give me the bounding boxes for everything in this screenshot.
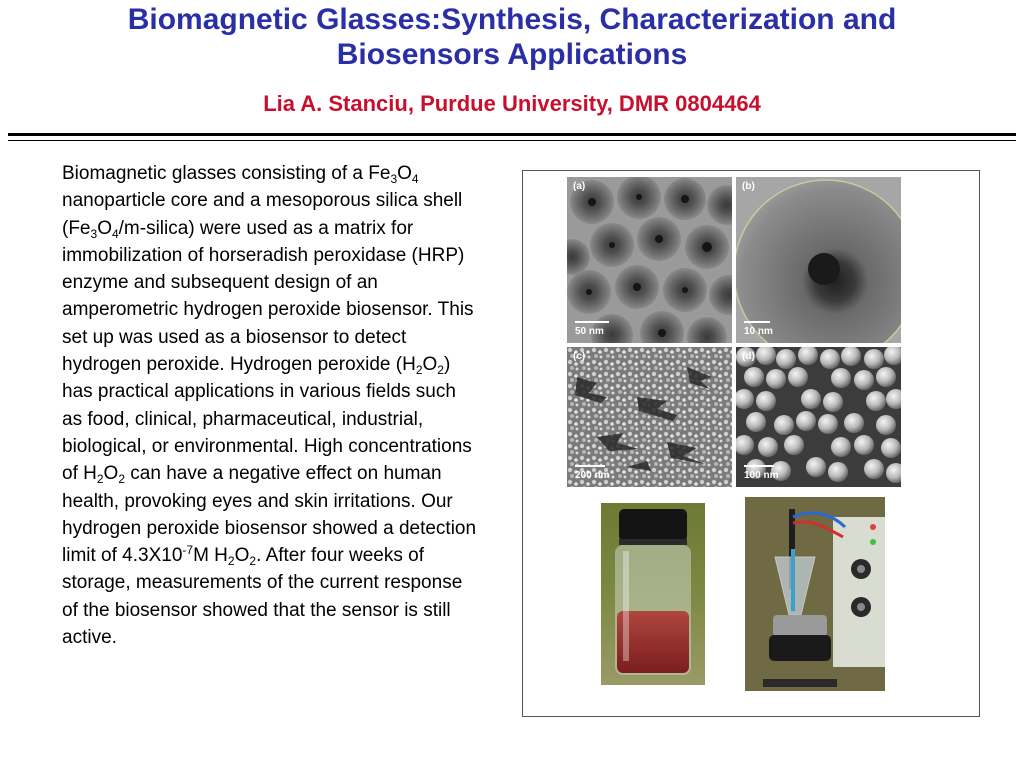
panel-a-scale: 50 nm (575, 326, 604, 337)
slide-title (0, 2, 1024, 72)
scale-bar (575, 465, 605, 467)
panel-d-scale: 100 nm (744, 470, 779, 481)
text-segment: O (103, 463, 119, 485)
panel-b-scale: 10 nm (744, 326, 773, 337)
subscript: 3 (90, 226, 98, 241)
header-rule-thin (8, 140, 1016, 141)
title-line-2: Biosensors Applications (336, 38, 688, 71)
vial-graphic (601, 503, 705, 685)
subscript: 2 (118, 472, 126, 487)
body-paragraph (62, 160, 477, 651)
tem-image-b (736, 177, 901, 343)
vial-photo (601, 503, 705, 685)
panel-c-scale: 200 nm (575, 470, 610, 481)
superscript: -7 (182, 543, 194, 558)
text-segment: can have a negative effect on human health, provoking eyes and skin irritations. Our hydrogen peroxide biosensor showed a detection limit of 4.3X10 (62, 463, 477, 567)
sem-image-d (736, 347, 901, 487)
tem-single-particle-graphic (736, 177, 901, 343)
title-line-1: Biomagnetic Glasses:Synthesis, Characterization and (127, 3, 897, 36)
subscript: 2 (249, 554, 257, 569)
text-segment: O (97, 217, 112, 239)
subscript: 2 (96, 472, 104, 487)
subscript: 2 (227, 554, 235, 569)
scale-bar (744, 321, 770, 323)
biosensor-cell-photo (745, 497, 885, 691)
text-segment: M H (193, 545, 228, 567)
tem-particles-graphic (567, 177, 732, 343)
subscript: 2 (437, 363, 444, 378)
text-segment: ) has practical applications in various fields such as food, clinical, pharmaceutical, industrial, biological, or environmental. High concentrations of H (62, 354, 472, 485)
text-segment: /m-silica) were used as a matrix for immobilization of horseradish peroxidase (HRP) enzyme and subsequent design of an amperometric hydrogen peroxide biosensor. This set up was used as a biosensor to detect hydrogen peroxide. Hydrogen peroxide (H (62, 217, 474, 376)
text-segment: O (397, 163, 412, 184)
panel-b-label: (b) (742, 181, 755, 192)
subscript: 2 (415, 363, 423, 378)
text-segment: nanoparticle core and a mesoporous silica shell (Fe (62, 190, 463, 239)
scale-bar (575, 321, 609, 323)
text-segment: O (234, 545, 250, 567)
panel-a-label: (a) (573, 181, 586, 192)
subscript: 3 (390, 172, 398, 186)
text-segment: Biomagnetic glasses consisting of a Fe (62, 163, 391, 184)
subscript: 4 (111, 226, 119, 241)
panel-d-label: (d) (742, 351, 755, 362)
panel-c-label: (c) (573, 351, 586, 362)
figure-frame (522, 170, 980, 717)
scale-bar (744, 465, 774, 467)
sem-image-c (567, 347, 732, 487)
tem-image-a (567, 177, 732, 343)
subscript: 4 (411, 172, 419, 186)
cell-apparatus-graphic (745, 497, 885, 691)
text-segment: O (422, 354, 438, 376)
header-rule-thick (8, 133, 1016, 136)
author-line: Lia A. Stanciu, Purdue University, DMR 0804464 (263, 91, 761, 116)
text-segment: . After four weeks of storage, measurements of the current response of the biosensor showed that the sensor is still active. (62, 545, 463, 649)
